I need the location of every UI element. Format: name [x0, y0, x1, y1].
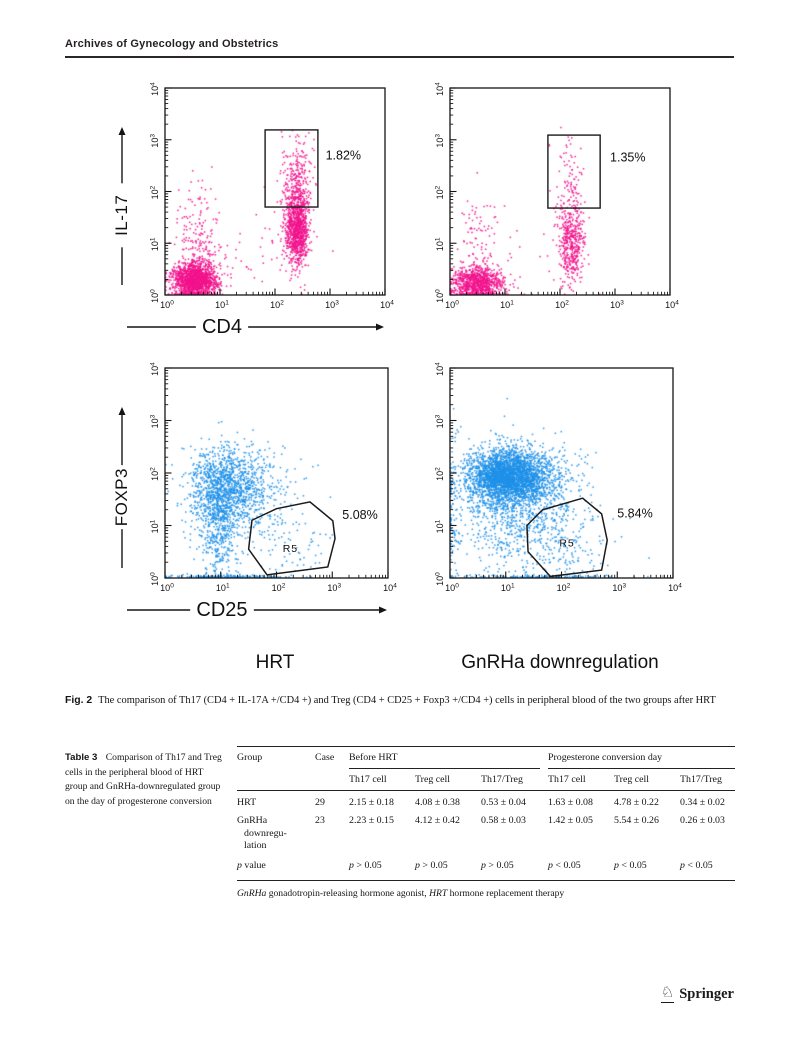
table-cell: 4.08 ± 0.38 — [415, 797, 460, 809]
svg-text:102: $10^2$ — [149, 467, 160, 481]
results-table — [237, 746, 735, 881]
svg-text:102: $10^2$ — [434, 185, 445, 200]
group-label-gnrha: GnRHa downregulation — [461, 652, 659, 673]
table-cell: p < 0.05 — [680, 855, 735, 880]
table-caption — [65, 751, 228, 809]
svg-text:103: $10^3$ — [610, 299, 624, 310]
y-axis-label: IL-17 — [112, 194, 131, 236]
svg-text:103: $10^3$ — [327, 582, 342, 593]
table-cell: 0.58 ± 0.03 — [481, 815, 526, 827]
column-header: Th17/Treg — [680, 769, 735, 791]
publisher-logo — [661, 986, 734, 1003]
svg-text:103: $10^3$ — [325, 299, 339, 310]
y-axis-label: FOXP3 — [112, 468, 131, 527]
svg-text:100: $10^0$ — [445, 582, 459, 593]
table-cell: 4.78 ± 0.22 — [614, 797, 659, 809]
table-caption-label: Table 3 — [65, 752, 98, 763]
svg-text:102: $10^2$ — [434, 467, 445, 481]
svg-text:102: $10^2$ — [271, 582, 286, 593]
table-cell: 1.42 ± 0.05 — [548, 815, 593, 827]
table-section — [65, 746, 735, 899]
svg-text:104: $10^4$ — [665, 299, 679, 310]
gate-percent-label: 1.35% — [610, 150, 646, 165]
gate-region-label: R5 — [282, 542, 299, 555]
column-header: Treg cell — [415, 769, 481, 791]
flow-plot-dots-top-right — [450, 88, 670, 295]
table-row — [237, 812, 735, 855]
column-header: Th17/Treg — [481, 769, 548, 791]
table-cell: GnRHa downregu- lation — [237, 815, 287, 852]
svg-text:104: $10^4$ — [149, 362, 160, 376]
svg-text:100: $10^0$ — [434, 289, 445, 303]
svg-text:101: $10^1$ — [215, 299, 229, 310]
table-cell: 2.23 ± 0.15 — [349, 815, 394, 827]
header-rule — [65, 56, 734, 58]
table-cell: HRT — [237, 797, 257, 809]
table-cell: 0.26 ± 0.03 — [680, 815, 725, 827]
table-cell: p < 0.05 — [548, 855, 614, 880]
svg-text:103: $10^3$ — [434, 133, 445, 148]
table-cell: 4.12 ± 0.42 — [415, 815, 460, 827]
table-cell: p > 0.05 — [481, 855, 548, 880]
table-cell: 1.63 ± 0.08 — [548, 797, 593, 809]
footnote-segment: GnRHa — [237, 887, 267, 899]
svg-text:102: $10^2$ — [555, 299, 569, 310]
svg-text:101: $10^1$ — [434, 237, 445, 252]
flow-plot-dots-bottom-left — [165, 368, 388, 578]
svg-text:104: $10^4$ — [434, 362, 445, 376]
figure-caption-label: Fig. 2 — [65, 695, 93, 706]
svg-text:101: $10^1$ — [434, 519, 445, 534]
svg-text:100: $10^0$ — [149, 572, 160, 586]
flow-plot-dots-bottom-right — [450, 368, 673, 578]
table-cell: 23 — [315, 815, 325, 827]
svg-text:101: $10^1$ — [500, 299, 514, 310]
table-cell: p > 0.05 — [349, 855, 415, 880]
column-group-header: Progesterone conversion day — [548, 752, 735, 769]
svg-text:103: $10^3$ — [149, 414, 160, 429]
svg-text:101: $10^1$ — [149, 237, 160, 252]
footnote-segment: HRT — [429, 887, 448, 899]
column-header: Group — [237, 747, 315, 791]
table-footnote — [237, 888, 735, 899]
svg-text:100: $10^0$ — [160, 299, 174, 310]
svg-text:101: $10^1$ — [500, 582, 515, 593]
gate-percent-label: 5.08% — [342, 508, 378, 523]
table-cell: 5.54 ± 0.26 — [614, 815, 659, 827]
table-cell: p < 0.05 — [614, 855, 680, 880]
svg-text:103: $10^3$ — [612, 582, 627, 593]
svg-text:104: $10^4$ — [434, 82, 445, 96]
group-label-hrt: HRT — [255, 652, 295, 673]
svg-text:102: $10^2$ — [270, 299, 284, 310]
svg-text:103: $10^3$ — [434, 414, 445, 429]
table-row — [237, 791, 735, 812]
column-header: Th17 cell — [349, 769, 415, 791]
journal-title: Archives of Gynecology and Obstetrics — [65, 38, 279, 50]
svg-text:104: $10^4$ — [149, 82, 160, 96]
svg-text:100: $10^0$ — [160, 582, 174, 593]
gate-percent-label: 5.84% — [617, 506, 653, 521]
publisher-name: Springer — [679, 986, 734, 1002]
table-cell: 2.15 ± 0.18 — [349, 797, 394, 809]
gate-region-label: R5 — [559, 537, 575, 550]
column-header: Treg cell — [614, 769, 680, 791]
table-cell: p value — [237, 855, 315, 880]
svg-text:101: $10^1$ — [149, 519, 160, 534]
svg-text:102: $10^2$ — [149, 185, 160, 200]
svg-text:102: $10^2$ — [556, 582, 571, 593]
column-group — [349, 747, 548, 769]
table-cell: 0.53 ± 0.04 — [481, 797, 526, 809]
springer-knight-icon: ♘ — [660, 985, 675, 1001]
table-cell: 0.34 ± 0.02 — [680, 797, 725, 809]
table-cell: p > 0.05 — [415, 855, 481, 880]
footnote-segment: hormone replacement therapy — [447, 887, 565, 899]
svg-text:101: $10^1$ — [215, 582, 230, 593]
column-group-header: Before HRT — [349, 752, 540, 769]
svg-text:100: $10^0$ — [434, 572, 445, 586]
gate-percent-label: 1.82% — [325, 148, 362, 163]
figure-caption-text: The comparison of Th17 (CD4 + IL-17A +/CD4 +) and Treg (CD4 + CD25 + Foxp3 +/CD4 +) cells in peripheral blood of the two groups after HRT — [98, 695, 716, 706]
table-row — [237, 855, 735, 880]
svg-text:104: $10^4$ — [380, 299, 394, 310]
flow-plot-dots-top-left — [165, 88, 385, 295]
table-caption-text: Comparison of Th17 and Treg cells in the peripheral blood of HRT group and GnRHa-downregulated group on the day of progesterone conversion — [65, 752, 222, 807]
svg-text:104: $10^4$ — [383, 582, 397, 593]
column-group — [548, 747, 735, 769]
footnote-segment: gonadotropin-releasing hormone agonist, — [266, 887, 430, 899]
svg-text:100: $10^0$ — [149, 289, 160, 303]
table-cell: 29 — [315, 797, 325, 809]
svg-text:103: $10^3$ — [149, 133, 160, 148]
x-axis-label: CD4 — [201, 316, 243, 338]
column-header: Case — [315, 747, 349, 791]
column-header: Th17 cell — [548, 769, 614, 791]
figure-caption — [65, 694, 735, 708]
svg-text:100: $10^0$ — [445, 299, 459, 310]
x-axis-label: CD25 — [196, 599, 248, 621]
svg-text:104: $10^4$ — [668, 582, 682, 593]
table-cell — [315, 855, 349, 880]
